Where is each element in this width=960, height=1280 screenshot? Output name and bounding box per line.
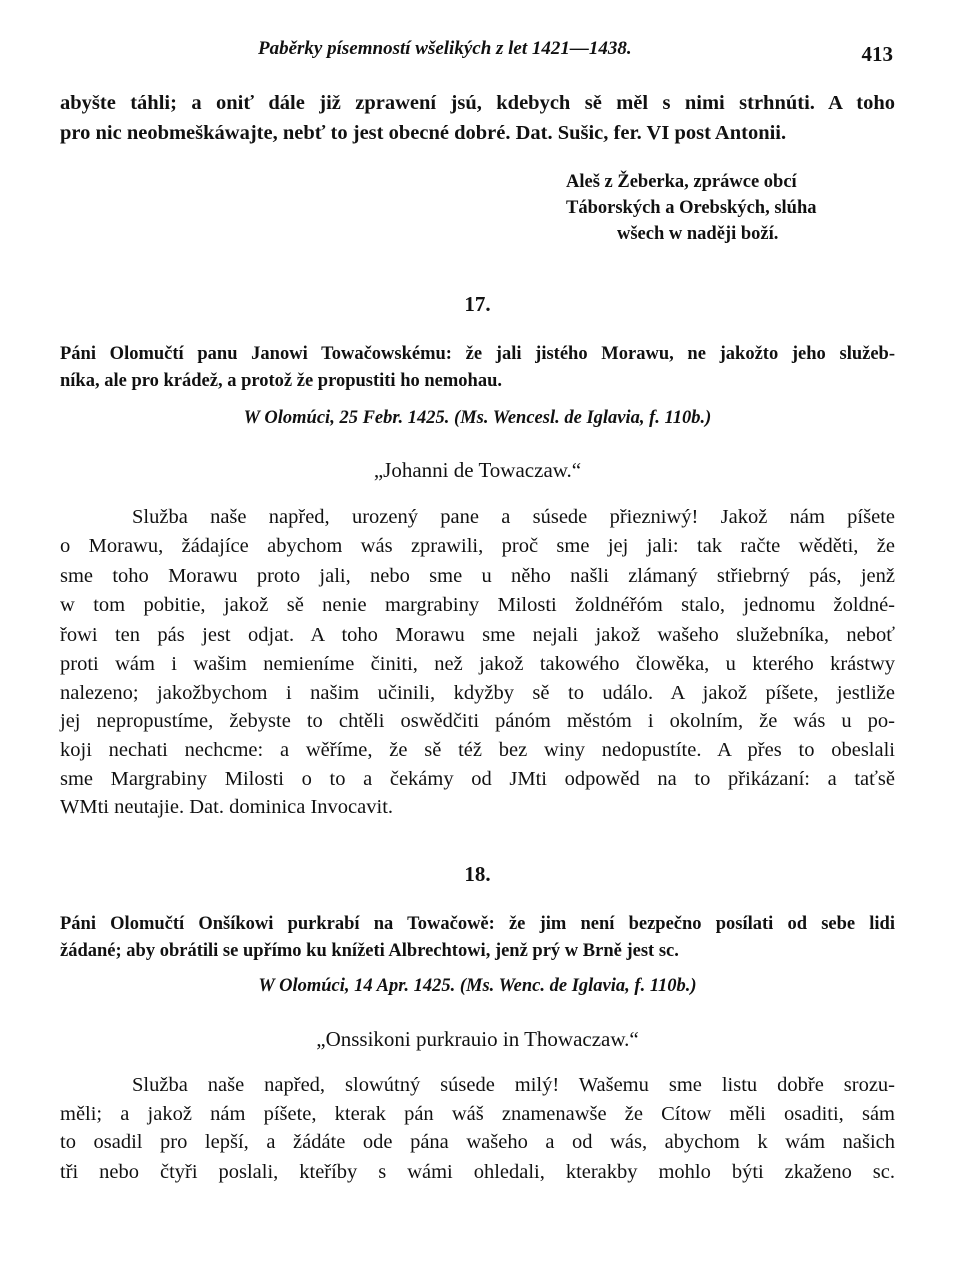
body-line: koji nechati nechcme: a wěříme, že sě též bez winy nedopustíte. A přes to obeslali xyxy=(60,739,895,761)
text-line: abyšte táhli; a oniť dále již zprawení jsú, kdebych sě měl s nimi strhnúti. A toho xyxy=(60,92,895,114)
letter-address: „Onssikoni purkrauio in Thowaczaw.“ xyxy=(316,1027,639,1051)
body-line: řowi ten pás jest odjat. A toho Morawu sme nejali jakož wašeho služebníka, neboť xyxy=(60,624,895,646)
regest-line: Páni Olomučtí Onšíkowi purkrabí na Towačowě: že jim není bezpečno posílati od sebe lidi xyxy=(60,914,895,934)
regest-line: níka, ale pro krádež, a protož že propustiti ho nemohau. xyxy=(60,371,502,391)
signature-line: Aleš z Žeberka, zpráwce obcí xyxy=(566,172,797,192)
page-header xyxy=(60,38,895,68)
running-title: Paběrky písemností wšelikých z let 1421—1438. xyxy=(258,38,632,59)
body-line: proti wám i wašim nemieníme činiti, než jakož takowého člowěka, u kterého krástwy xyxy=(60,653,895,675)
body-line: o Morawu, žádajíce abychom wás zprawili, proč sme jej jali: tak račte wěděti, že xyxy=(60,535,895,557)
body-line: sme Margrabiny Milosti o to a čekámy od JMti odpowěd na to přikázaní: a taťsě xyxy=(60,768,895,790)
body-line: měli; a jakož nám píšete, kterak pán wáš znamenawše že Cítow měli osaditi, sám xyxy=(60,1103,895,1125)
body-line: jej nepropustíme, žebyste to chtěli oswědčiti pánóm městóm i okolním, že wás u po- xyxy=(60,710,895,732)
body-line: Služba naše napřed, urozený pane a súsede přiezniwý! Jakož nám píšete xyxy=(132,506,895,528)
dateline: W Olomúci, 25 Febr. 1425. (Ms. Wencesl. de Iglavia, f. 110b.) xyxy=(243,408,712,428)
section-number: 18. xyxy=(464,862,491,886)
regest-line: Páni Olomučtí panu Janowi Towačowskému: že jali jistého Morawu, ne jakožto jeho služeb- xyxy=(60,344,895,364)
body-line: to osadil pro lepší, a žádáte ode pána wašeho a od wás, abychom k wám našich xyxy=(60,1131,895,1153)
body-line: Služba naše napřed, slowútný súsede milý! Wašemu sme listu dobře srozu- xyxy=(132,1074,895,1096)
section-number: 17. xyxy=(464,292,491,316)
body-line: WMti neutajie. Dat. dominica Invocavit. xyxy=(60,796,394,818)
page-number: 413 xyxy=(861,42,893,66)
regest-line: žádané; aby obrátili se upřímo ku knížeti Albrechtowi, jenž prý w Brně jest sc. xyxy=(60,941,679,961)
body-line: sme toho Morawu proto jali, nebo sme u něho našli zlámaný střiebrný pás, jenž xyxy=(60,565,895,587)
body-line: tři nebo čtyři poslali, kteříby s wámi ohledali, kterakby mohlo býti zkaženo sc. xyxy=(60,1161,895,1183)
text-line: pro nic neobmeškáwajte, nebť to jest obecné dobré. Dat. Sušic, fer. VI post Antonii. xyxy=(60,122,787,144)
body-line: w tom pobitie, jakož sě nenie margrabiny Milosti žoldnéřóm stalo, jednomu žoldné- xyxy=(60,594,895,616)
body-line: nalezeno; jakožbychom i našim učinili, kdyžby sě to událo. A jakož píšete, jestliže xyxy=(60,682,895,704)
signature-line: wšech w naději boží. xyxy=(617,224,779,244)
letter-address: „Johanni de Towaczaw.“ xyxy=(373,458,582,482)
signature-line: Táborských a Orebských, slúha xyxy=(566,198,817,218)
dateline: W Olomúci, 14 Apr. 1425. (Ms. Wenc. de Iglavia, f. 110b.) xyxy=(258,976,697,996)
